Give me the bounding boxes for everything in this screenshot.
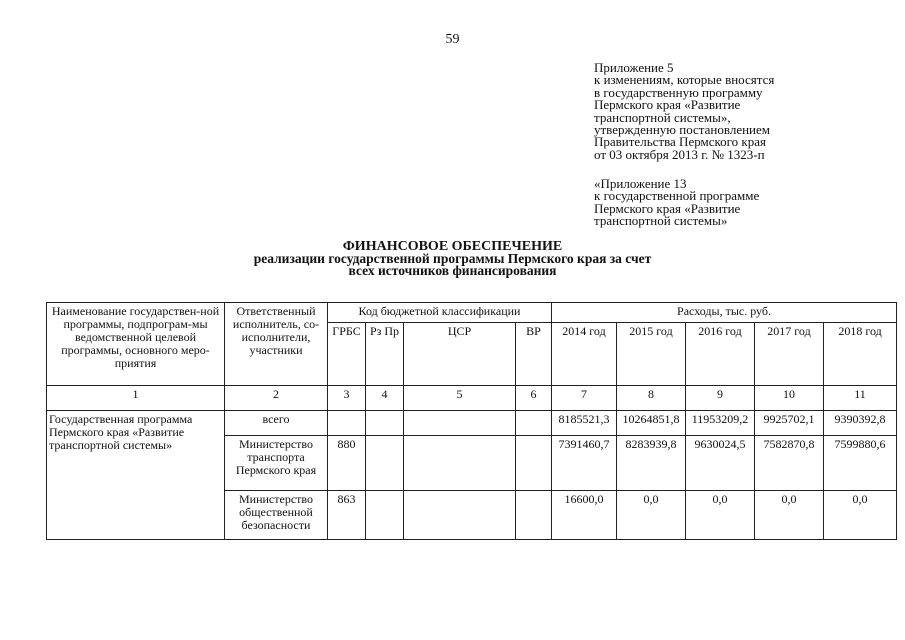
annex-5-line: к изменениям, которые вносятся bbox=[594, 72, 775, 88]
annex-13-line: к государственной программе bbox=[594, 188, 760, 204]
column-number: 2 bbox=[225, 386, 328, 411]
annex-13-line: Пермского края «Развитие bbox=[594, 200, 741, 216]
annex-5-line: Правительства Пермского края bbox=[594, 134, 766, 150]
title-line-2: реализации государственной программы Пермского края за счет bbox=[253, 251, 652, 266]
value-cell: 7582870,8 bbox=[755, 436, 824, 491]
annex-5-line: утвержденную постановлением bbox=[594, 122, 771, 138]
value-cell: 10264851,8 bbox=[617, 411, 686, 436]
header-expenses: Расходы, тыс. руб. bbox=[552, 303, 897, 323]
value-cell: 7599880,6 bbox=[824, 436, 897, 491]
value-cell: 9925702,1 bbox=[755, 411, 824, 436]
header-year: 2014 год bbox=[552, 323, 617, 386]
document-title bbox=[0, 241, 905, 277]
annex-5-line: от 03 октября 2013 г. № 1323-п bbox=[594, 146, 765, 162]
header-year: 2015 год bbox=[617, 323, 686, 386]
column-number: 10 bbox=[755, 386, 824, 411]
header-name: Наименование государствен-ной программы, подпрограм-мы ведомственной целевой программы, основного меро-приятия bbox=[47, 303, 225, 386]
header-rzpr: Рз Пр bbox=[366, 323, 404, 386]
csr-cell bbox=[404, 436, 516, 491]
value-cell: 8283939,8 bbox=[617, 436, 686, 491]
rzpr-cell bbox=[366, 491, 404, 540]
vr-cell bbox=[516, 411, 552, 436]
annex-13-line: транспортной системы» bbox=[594, 213, 728, 229]
value-cell: 9630024,5 bbox=[686, 436, 755, 491]
header-executor: Ответственный исполнитель, со-исполнители, участники bbox=[225, 303, 328, 386]
annex-13-line: «Приложение 13 bbox=[594, 176, 687, 191]
column-number: 6 bbox=[516, 386, 552, 411]
column-number: 9 bbox=[686, 386, 755, 411]
column-number: 3 bbox=[328, 386, 366, 411]
financing-table bbox=[46, 302, 897, 540]
executor-cell: всего bbox=[225, 411, 328, 436]
rzpr-cell bbox=[366, 436, 404, 491]
grbs-cell bbox=[328, 411, 366, 436]
annex-5-line: транспортной системы», bbox=[594, 109, 731, 125]
value-cell: 9390392,8 bbox=[824, 411, 897, 436]
header-year: 2018 год bbox=[824, 323, 897, 386]
column-number: 11 bbox=[824, 386, 897, 411]
annex-5-line: Приложение 5 bbox=[594, 60, 674, 75]
column-number: 4 bbox=[366, 386, 404, 411]
csr-cell bbox=[404, 411, 516, 436]
annex-5-line: Пермского края «Развитие bbox=[594, 97, 741, 113]
value-cell: 8185521,3 bbox=[552, 411, 617, 436]
title-main: ФИНАНСОВОЕ ОБЕСПЕЧЕНИЕ bbox=[342, 239, 563, 254]
executor-cell: Министерство общественной безопасности bbox=[225, 491, 328, 540]
column-numbers-row bbox=[47, 386, 897, 411]
header-csr: ЦСР bbox=[404, 323, 516, 386]
title-line-3: всех источников финансирования bbox=[348, 263, 557, 278]
header-row-1 bbox=[47, 303, 897, 323]
header-year: 2017 год bbox=[755, 323, 824, 386]
grbs-cell: 863 bbox=[328, 491, 366, 540]
page-number: 59 bbox=[445, 32, 460, 47]
header-year: 2016 год bbox=[686, 323, 755, 386]
value-cell: 7391460,7 bbox=[552, 436, 617, 491]
table-row bbox=[47, 411, 897, 436]
vr-cell bbox=[516, 491, 552, 540]
value-cell: 0,0 bbox=[755, 491, 824, 540]
value-cell: 0,0 bbox=[617, 491, 686, 540]
column-number: 7 bbox=[552, 386, 617, 411]
value-cell: 0,0 bbox=[824, 491, 897, 540]
rzpr-cell bbox=[366, 411, 404, 436]
header-grbs: ГРБС bbox=[328, 323, 366, 386]
csr-cell bbox=[404, 491, 516, 540]
value-cell: 11953209,2 bbox=[686, 411, 755, 436]
header-vr: ВР bbox=[516, 323, 552, 386]
value-cell: 0,0 bbox=[686, 491, 755, 540]
program-name: Государственная программа Пермского края «Развитие транспортной системы» bbox=[47, 411, 225, 540]
value-cell: 16600,0 bbox=[552, 491, 617, 540]
annex-13-header bbox=[594, 178, 759, 228]
vr-cell bbox=[516, 436, 552, 491]
column-number: 8 bbox=[617, 386, 686, 411]
column-number: 1 bbox=[47, 386, 225, 411]
header-budget-code: Код бюджетной классификации bbox=[328, 303, 552, 323]
column-number: 5 bbox=[404, 386, 516, 411]
annex-5-header bbox=[594, 62, 774, 161]
annex-5-line: в государственную программу bbox=[594, 84, 763, 100]
grbs-cell: 880 bbox=[328, 436, 366, 491]
executor-cell: Министерство транспорта Пермского края bbox=[225, 436, 328, 491]
